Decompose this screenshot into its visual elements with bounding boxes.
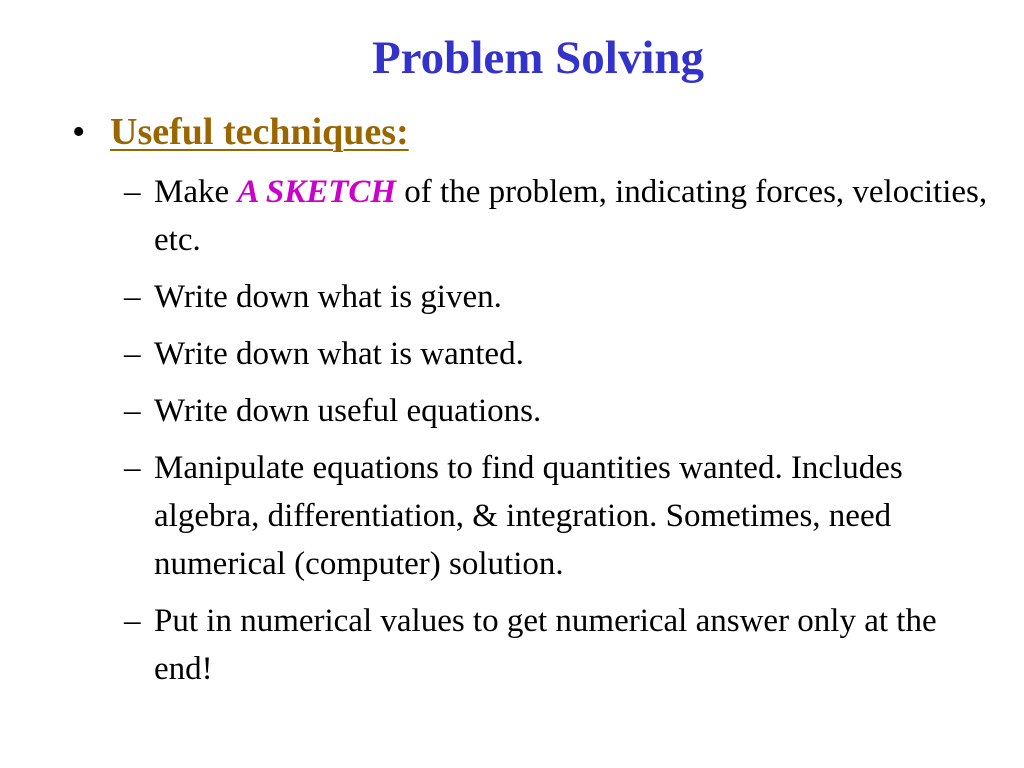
item-text: Write down what is wanted. — [154, 336, 524, 372]
slide-title: Problem Solving — [371, 32, 705, 84]
dash-icon: – — [124, 336, 141, 372]
dash-icon: – — [124, 450, 141, 486]
list-item-given — [122, 273, 1002, 321]
bullet-icon: • — [72, 111, 86, 153]
dash-icon: – — [124, 279, 141, 315]
list-item-sketch — [122, 168, 1002, 264]
item-text: Write down useful equations. — [154, 393, 542, 429]
item-text: Put in numerical values to get numerical answer only at the end! — [154, 603, 937, 687]
emphasis-text: A SKETCH — [237, 174, 397, 210]
section-heading: Useful techniques: — [110, 111, 409, 153]
dash-icon: – — [124, 393, 141, 429]
list-item-manipulate — [122, 444, 1002, 588]
list-item-wanted — [122, 330, 1002, 378]
item-text-before: Make — [154, 174, 238, 210]
list-item-equations — [122, 387, 1002, 435]
item-text: Manipulate equations to find quantities wanted. Includes algebra, differentiation, & integration. Sometimes, need numerical (computer) solution. — [154, 450, 903, 582]
item-text-after: of the problem, indicating forces, velocities, etc. — [154, 174, 988, 258]
list-item-numerical — [122, 597, 1002, 693]
dash-icon: – — [124, 603, 141, 639]
bullet-heading-row — [72, 108, 409, 156]
dash-icon: – — [124, 174, 141, 210]
item-text: Write down what is given. — [154, 279, 502, 315]
techniques-list — [122, 168, 1002, 702]
